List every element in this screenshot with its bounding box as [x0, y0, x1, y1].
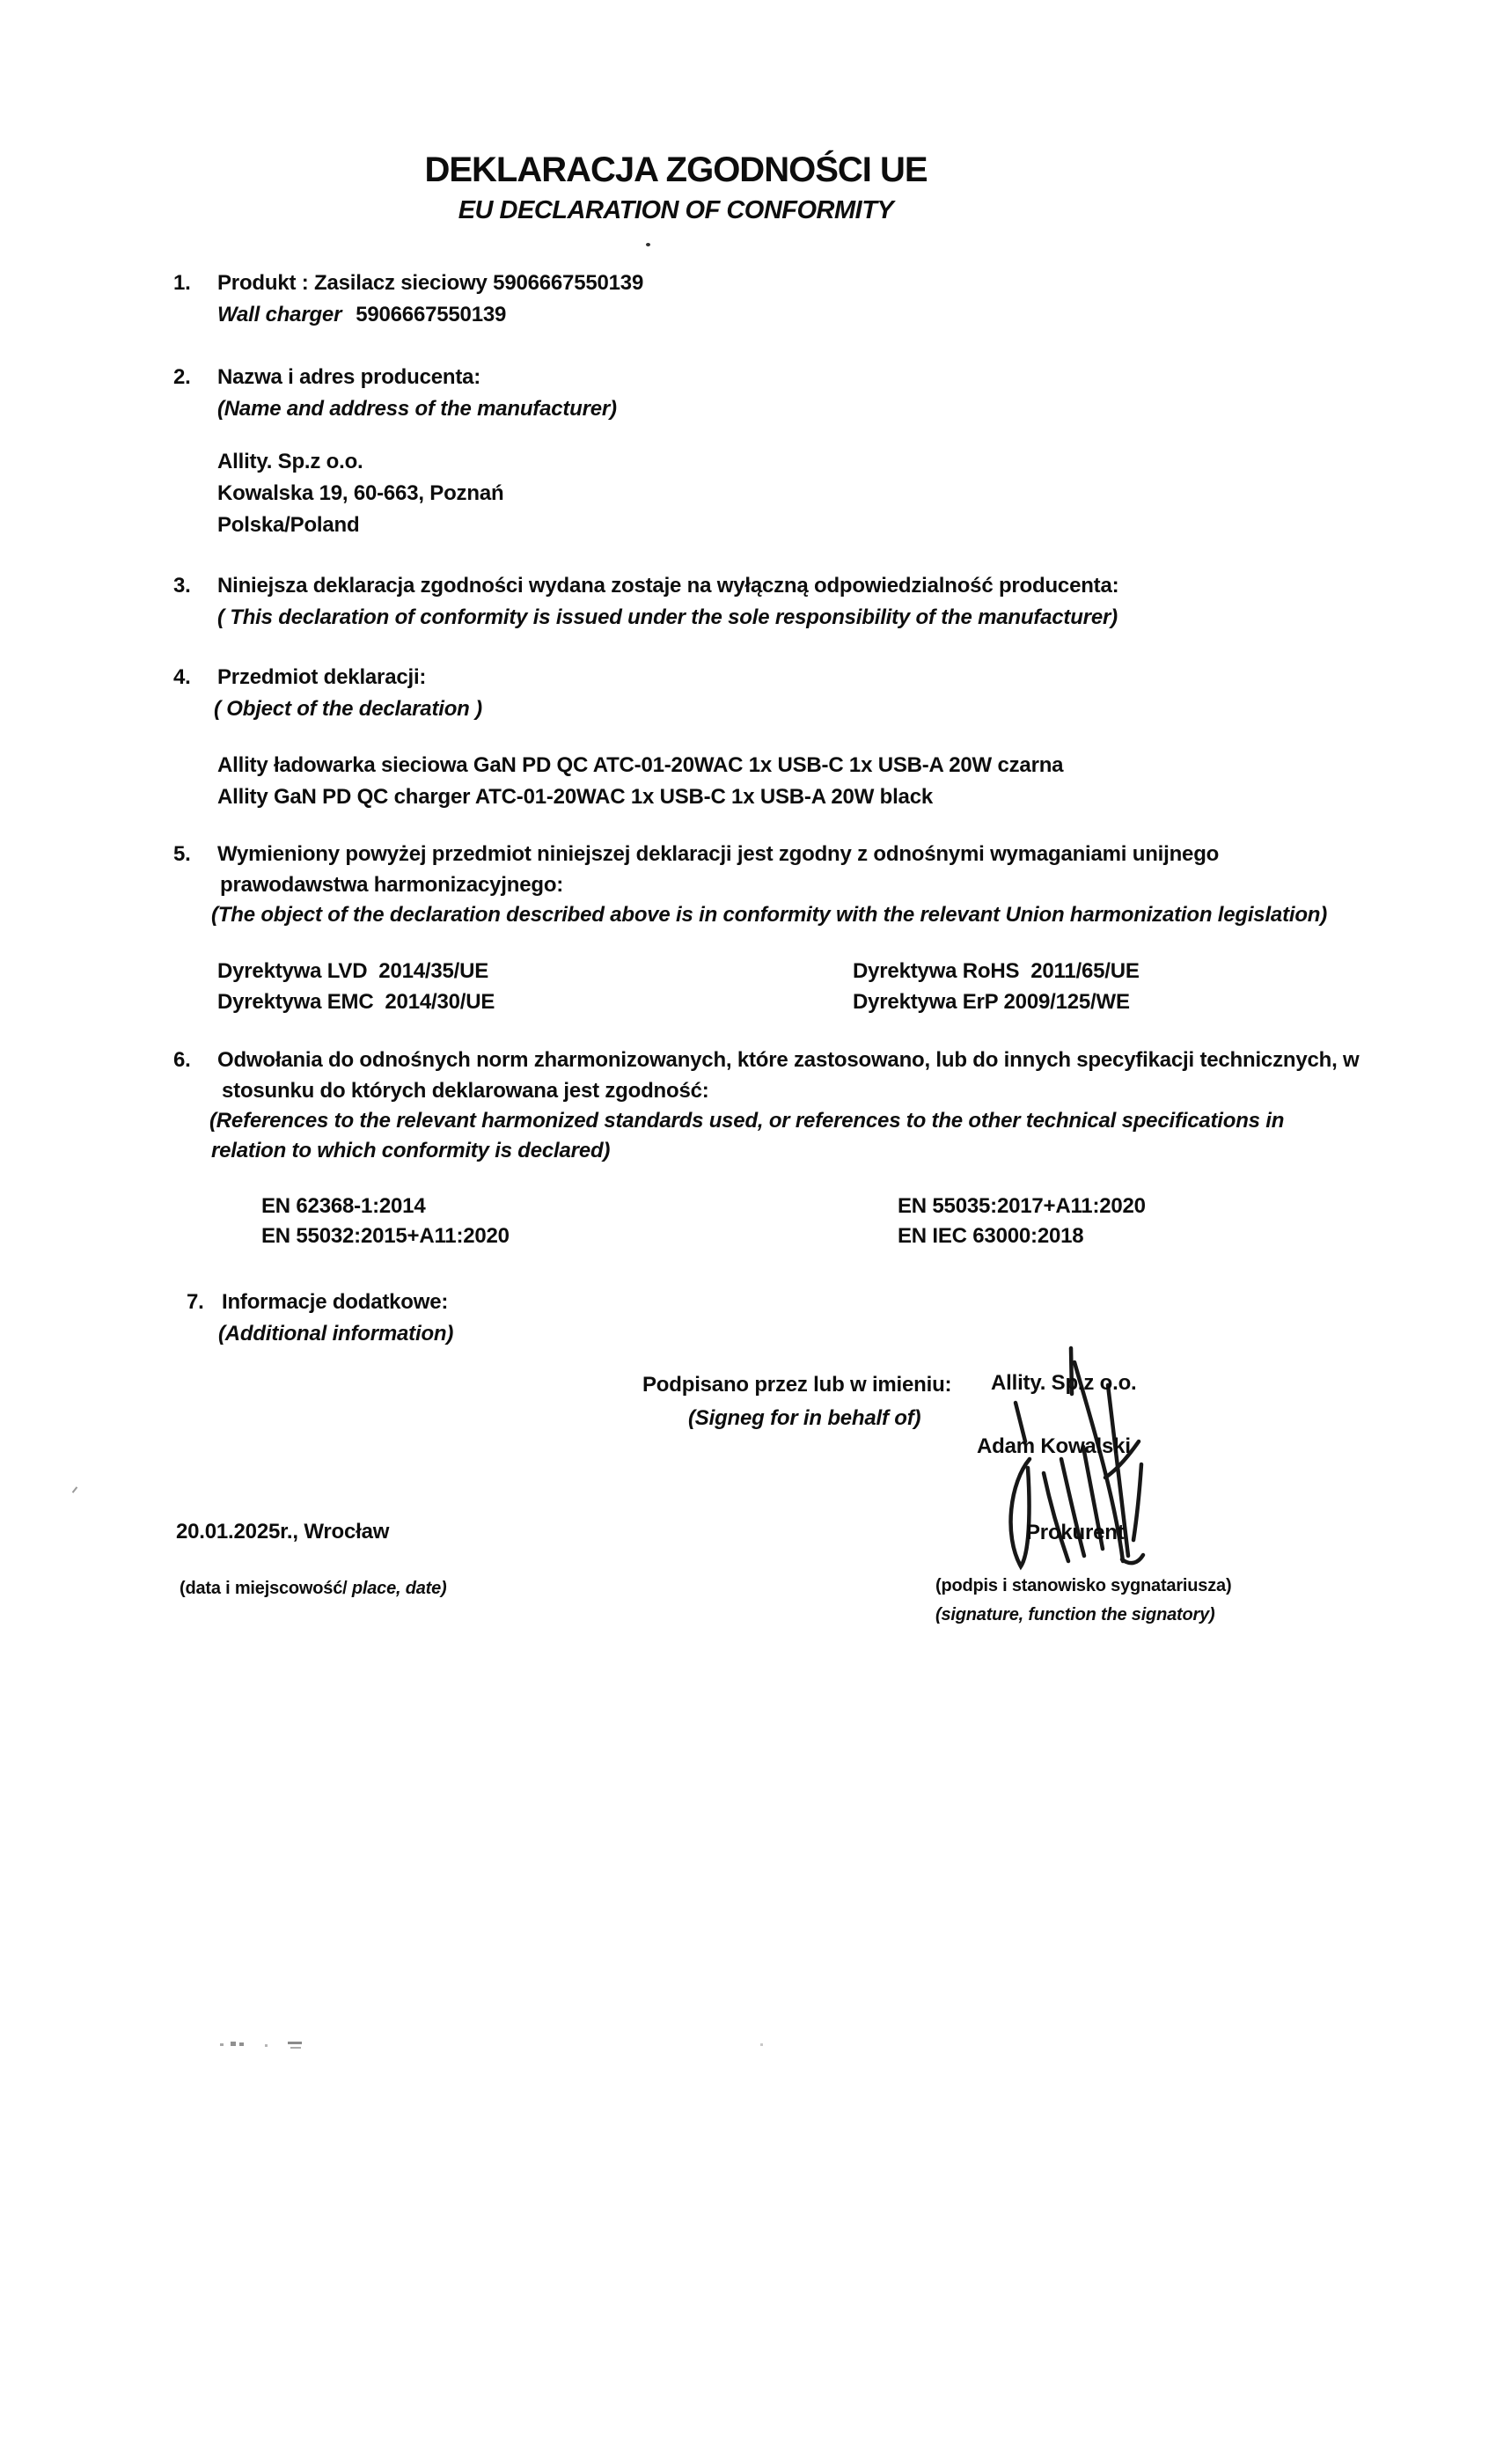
signed-by-label-pl: Podpisano przez lub w imieniu:	[642, 1373, 952, 1397]
wall-charger-label: Wall charger	[217, 303, 342, 326]
item-7-heading-pl: Informacje dodatkowe:	[222, 1290, 449, 1314]
standard-en-55035: EN 55035:2017+A11:2020	[898, 1194, 1146, 1218]
item-4-number: 4.	[173, 665, 191, 689]
item-3-statement-pl: Niniejsza deklaracja zgodności wydana zostaje na wyłączną odpowiedzialność producenta:	[217, 574, 1119, 598]
item-1-number: 1.	[173, 271, 191, 295]
item-5-statement-pl-line2: prawodawstwa harmonizacyjnego:	[220, 873, 564, 897]
scan-speck-artifact	[239, 2042, 244, 2046]
declared-product-en: Allity GaN PD QC charger ATC-01-20WAC 1x USB-C 1x USB-A 20W black	[217, 785, 933, 809]
item-7-number: 7.	[187, 1290, 204, 1314]
standard-en-iec-63000: EN IEC 63000:2018	[898, 1224, 1084, 1248]
manufacturer-name: Allity. Sp.z o.o.	[217, 450, 363, 473]
scan-speck-artifact	[265, 2044, 268, 2047]
directive-erp: Dyrektywa ErP 2009/125/WE	[853, 990, 1130, 1014]
scan-speck-artifact	[760, 2043, 763, 2046]
standard-en-55032: EN 55032:2015+A11:2020	[261, 1224, 510, 1248]
date-place-caption-pl: (data i miejscowość/	[180, 1579, 352, 1598]
signed-by-label-en: (Signeg for in behalf of)	[688, 1406, 921, 1430]
item-4-heading-pl: Przedmiot deklaracji:	[217, 665, 427, 689]
item-2-number: 2.	[173, 365, 191, 389]
signature-caption-en: (signature, function the signatory)	[935, 1605, 1215, 1624]
signing-company: Allity. Sp.z o.o.	[991, 1371, 1137, 1395]
item-5-statement-en: (The object of the declaration described above is in conformity with the relevant Union harmonization legislation)	[211, 903, 1328, 927]
date-place-caption	[180, 1579, 447, 1599]
item-6-number: 6.	[173, 1048, 191, 1072]
item-4-heading-en: ( Object of the declaration )	[214, 697, 482, 721]
item-5-statement-pl-line1: Wymieniony powyżej przedmiot niniejszej deklaracji jest zgodny z odnośnymi wymaganiami unijnego	[217, 842, 1220, 866]
item-6-statement-en-line2: relation to which conformity is declared)	[211, 1139, 611, 1162]
manufacturer-street: Kowalska 19, 60-663, Poznań	[217, 481, 504, 505]
signatory-function: Prokurent	[1026, 1521, 1125, 1544]
scan-dot-artifact	[646, 243, 650, 246]
date-and-place: 20.01.2025r., Wrocław	[176, 1520, 390, 1544]
scan-speck-artifact	[72, 1486, 78, 1493]
item-6-statement-en-line1: (References to the relevant harmonized standards used, or references to the other technical specifications in	[209, 1109, 1285, 1133]
item-3-statement-en: ( This declaration of conformity is issued under the sole responsibility of the manufacturer)	[217, 605, 1118, 629]
directive-lvd: Dyrektywa LVD 2014/35/UE	[217, 959, 489, 983]
item-3-number: 3.	[173, 574, 191, 598]
date-place-caption-en: place, date)	[351, 1579, 447, 1598]
signatory-name: Adam Kowalski	[977, 1434, 1131, 1458]
signature-caption-pl: (podpis i stanowisko sygnatariusza)	[935, 1576, 1232, 1595]
scan-dash-artifact	[290, 2047, 301, 2049]
standard-en-62368: EN 62368-1:2014	[261, 1194, 426, 1218]
item-1-product-pl: Produkt : Zasilacz sieciowy 5906667550139	[217, 271, 644, 295]
item-6-statement-pl-line2: stosunku do których deklarowana jest zgodność:	[222, 1079, 709, 1103]
item-1-product-en	[217, 303, 506, 327]
scan-dash-artifact	[288, 2042, 302, 2044]
item-6-statement-pl-line1: Odwołania do odnośnych norm zharmonizowanych, które zastosowano, lub do innych specyfikacji technicznych, w	[217, 1048, 1360, 1072]
scan-speck-artifact	[231, 2042, 236, 2046]
scan-speck-artifact	[220, 2043, 224, 2046]
item-2-heading-en: (Name and address of the manufacturer)	[217, 397, 617, 421]
item-5-number: 5.	[173, 842, 191, 866]
directive-rohs: Dyrektywa RoHS 2011/65/UE	[853, 959, 1140, 983]
manufacturer-country: Polska/Poland	[217, 513, 360, 537]
declared-product-pl: Allity ładowarka sieciowa GaN PD QC ATC-01-20WAC 1x USB-C 1x USB-A 20W czarna	[217, 753, 1064, 777]
wall-charger-code: 5906667550139	[356, 303, 507, 326]
document-title-pl: DEKLARACJA ZGODNOŚCI UE	[424, 150, 928, 189]
handwritten-signature	[984, 1343, 1195, 1589]
item-2-heading-pl: Nazwa i adres producenta:	[217, 365, 481, 389]
item-7-heading-en: (Additional information)	[218, 1322, 454, 1346]
directive-emc: Dyrektywa EMC 2014/30/UE	[217, 990, 495, 1014]
document-title-en: EU DECLARATION OF CONFORMITY	[458, 196, 894, 224]
